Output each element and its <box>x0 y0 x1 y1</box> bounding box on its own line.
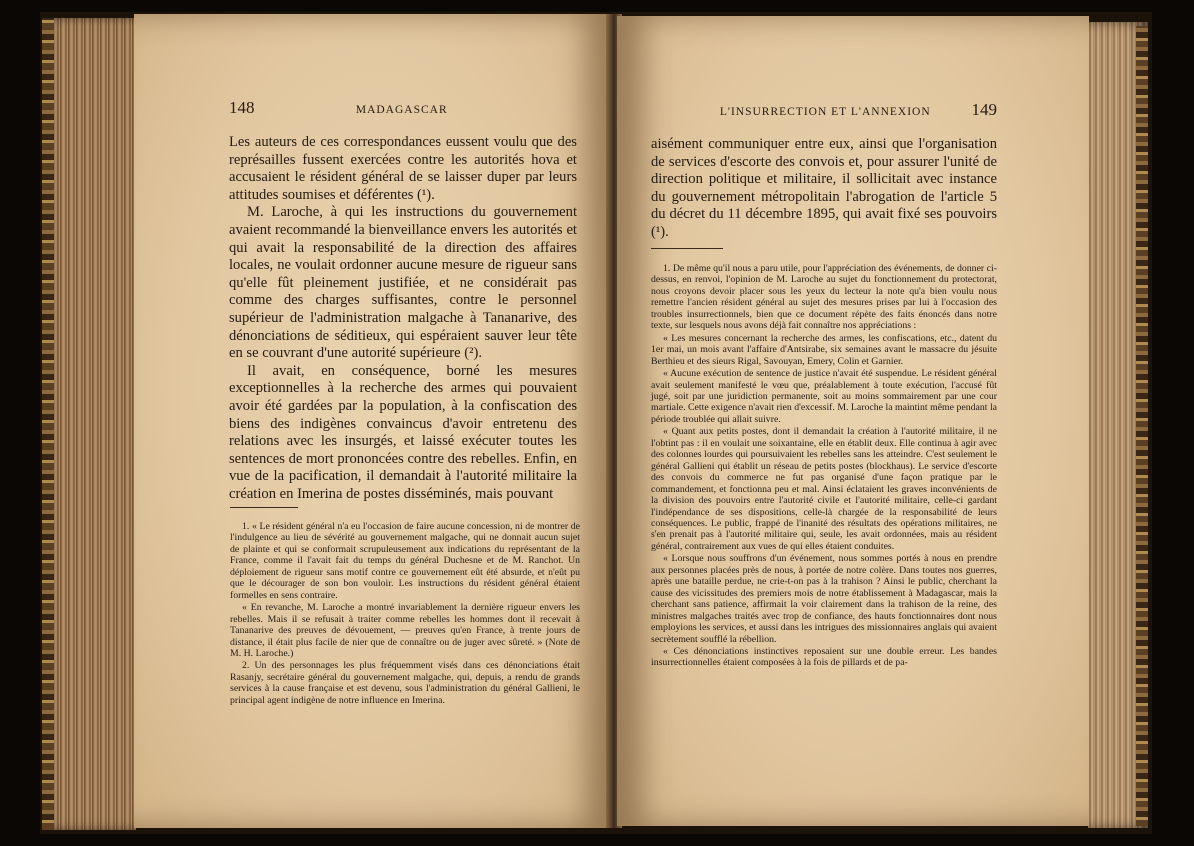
running-title: MADAGASCAR <box>355 104 448 116</box>
paragraph: aisément communiquer entre eux, ainsi que l'organisation de services d'escorte des convois et, pour assurer l'unité de direction politique et militaire, il sollicitait avec instance du gouvernement métropolitain l'abrogation de l'article 5 du décret du 11 décembre 1895, qui avait fixé ses pouvoirs (¹). <box>651 136 997 240</box>
page-number: 149 <box>971 100 997 119</box>
footnote: 2. Un des personnages les plus fréquemment visés dans ces dénonciations était Rasanjy, secrétaire général du gouvernement malgache, qui, depuis, a rendu de grands services à la cause française et est devenu, sous l'administration du général Gallieni, le principal agent indigène de notre influence en Imerina. <box>230 660 580 706</box>
right-page <box>617 16 1089 826</box>
left-running-head <box>229 98 577 120</box>
page-number: 148 <box>229 98 255 117</box>
footnote: « Ces dénonciations instinctives reposaient sur une double erreur. Les bandes insurrectionnelles étaient composées à la fois de pillards et de pa- <box>651 645 997 669</box>
right-running-head <box>651 100 997 122</box>
left-marbled-edge <box>42 18 54 830</box>
footnote: « Les mesures concernant la recherche des armes, les confiscations, etc., datent du 1er mai, un mois avant l'affaire d'Antsirabe, six semaines avant le massacre du jésuite Berthieu et des sieurs Rigal, Savouyan, Emery, Colin et Garnier. <box>651 332 997 367</box>
left-page-edges <box>44 18 136 830</box>
footnote: 1. De même qu'il nous a paru utile, pour l'appréciation des événements, de donner ci-dessus, en renvoi, l'opinion de M. Laroche au sujet du fonctionnement du protectorat, nous croyons devoir placer sous les yeux du lecteur la note qu'a bien voulu nous remettre l'ancien résident général au sujet des mesures prises par lui à l'occasion des troubles insurrectionnels, bien que ce document répète des faits énoncés dans notre texte, sur lesquels nous avons déjà fait connaître nos appréciations : <box>651 263 997 332</box>
footnote-rule <box>230 507 298 508</box>
paragraph: Les auteurs de ces correspondances eussent voulu que des représailles fussent exercées contre les autorités hova et accusaient le résident général de se laisser duper par leurs attitudes soumises et déférentes (¹). <box>229 134 577 203</box>
left-page <box>134 14 612 828</box>
footnote: « En revanche, M. Laroche a montré invariablement la dernière rigueur envers les rebelles. Mais il se refusait à traiter comme rebelles les hommes dont il recevait à Tananarive des preuves de dévouement, — preuves qu'en France, à trente jours de distance, il était plus facile de nier que de connaître ou de juger avec sûreté. » (Note de M. H. Laroche.) <box>230 602 580 659</box>
footnote: « Aucune exécution de sentence de justice n'avait été suspendue. Le résident général avait seulement manifesté le vœu que, préalablement à toute exécution, l'accusé fût jugé, soit par une juridiction permanente, soit au moins sommairement par une cour martiale. Cette exigence n'avait rien d'excessif. M. Laroche la maintint même pendant la période troublée qui allait suivre. <box>651 368 998 425</box>
footnote: 1. « Le résident général n'a eu l'occasion de faire aucune concession, ni de montrer de l'indulgence au lieu de sévérité au gouvernement malgache, qui ne donnait aucun sujet de plainte et qui se conformait scrupuleusement aux indications du représentant de la France, comme il l'avait fait du temps du général Duchesne et de M. Ranchot. Un déploiement de rigueur sans motif contre ce gouvernement eût été absurde, et n'eût pu que le décourager de son bon vouloir. Les instructions du résident général étaient formelles en sens contraire. <box>230 521 580 601</box>
running-title: L'INSURRECTION ET L'ANNEXION <box>719 106 931 118</box>
footnote-rule <box>651 248 723 249</box>
left-footnotes <box>230 521 580 707</box>
right-marbled-edge <box>1136 26 1148 826</box>
paragraph: M. Laroche, à qui les instructions du gouvernement avaient recommandé la bienveillance envers les autorités et qui avait la responsabilité de la direction des affaires locales, ne voulait ordonner aucune mesure de rigueur sans qu'elle fût pleinement justifiée, et ne considérait pas comme des charges suffisantes, contre le personnel supérieur de l'administration malgache à Tananarive, des dénonciations de séditieux, qui espéraient sauver leur tête en se couvrant d'une autorité supérieure (²). <box>229 204 577 362</box>
right-footnotes <box>651 263 997 670</box>
footnote: « Lorsque nous souffrons d'un événement, nous sommes portés à nous en prendre aux personnes placées près de nous, à portée de notre colère. Dans toutes nos guerres, après une bataille perdue, ne crie-t-on pas à la trahison ? Ainsi le public, cherchant la cause des vicissitudes des premiers mois de notre établissement à Madagascar, mais la cherchant sans patience, affirmait la voir clairement dans la trahison de la reine, des ministres malgaches traités avec trop de confiance, des hauts fonctionnaires dont nous employions les services, et aussi dans les intrigues des missionnaires anglais qui avaient secrètement soufflé la rébellion. <box>651 553 997 645</box>
paragraph: Il avait, en conséquence, borné les mesures exceptionnelles à la recherche des armes qui pouvaient avoir été gardées par la population, à la confiscation des biens des indigènes convaincus d'avoir entretenu des relations avec les insurgés, et laissé exécuter toutes les sentences de mort prononcées contre des rebelles. Enfin, en vue de la pacification, il demandait à l'autorité militaire la création en Imerina de postes disséminés, mais pouvant <box>229 362 577 502</box>
left-body-text <box>229 134 577 503</box>
footnote: « Quant aux petits postes, dont il demandait la création à l'autorité militaire, il ne l'obtint pas : il en voulait une soixantaine, elle en établit deux. Elle continua à agir avec des colonnes lourdes qui poursuivaient les rebelles sans les atteindre. C'est seulement le général Gallieni qui établit un réseau de petits postes (blockhaus). Le service d'escorte des convois du commerce ne fut pas organisé d'une façon pratique par le commandement, et fonctionna peu et mal. Ainsi éclataient les graves inconvénients de la division des pouvoirs entre l'autorité civile et l'autorité militaire, celle-ci gardant l'indépendance de ses dispositions, celle-là chargée de la responsabilité de leurs conséquences. Le public, frappé de l'inanité des résultats des opérations militaires, ne s'en prenait pas à l'autorité militaire qui, seule, les avait ordonnées, mais au résident général, contrairement aux vues de qui elles étaient conduites. <box>651 426 997 552</box>
right-body-text <box>651 136 997 242</box>
